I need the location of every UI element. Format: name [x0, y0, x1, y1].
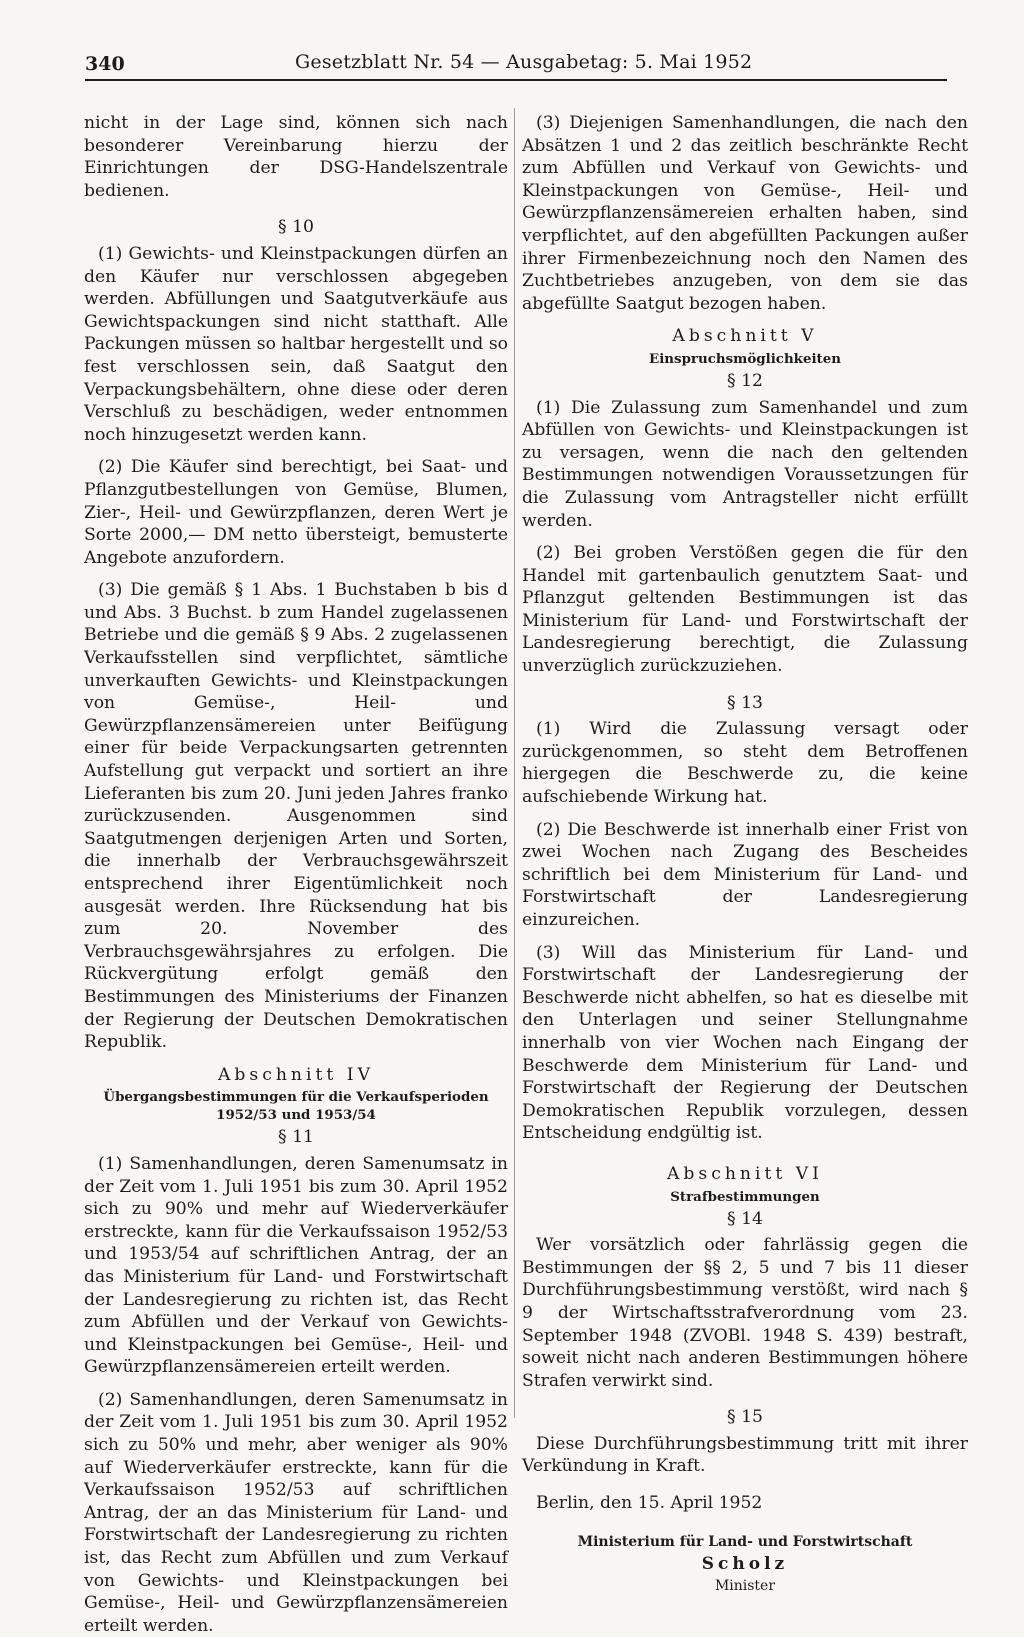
- abschnitt-5-subtitle: Einspruchsmöglichkeiten: [649, 350, 841, 367]
- page-header: [85, 47, 947, 81]
- paragraph-12-2: (2) Bei groben Verstößen gegen die für den Handel mit gartenbaulich genutztem Saat- und Pflanzgut geltenden Bestimmungen ist das Ministerium für Land- und Forstwirtschaft der Landesregierung berechtigt, die Zulassung unverzüglich zurückzuziehen.: [522, 543, 968, 677]
- column-divider: [514, 108, 515, 1418]
- paragraph-13-3: (3) Will das Ministerium für Land- und Forstwirtschaft der Landesregierung der Beschwerde nicht abhelfen, so hat es dieselbe mit den Unterlagen und seiner Stellungnahme innerhalb von vier Wochen nach Eingang der Beschwerde dem Ministerium für Land- und Forstwirtschaft der Regierung der Deutschen Demokratischen Republik vorzulegen, dessen Entscheidung endgültig ist.: [522, 942, 968, 1144]
- abschnitt-6-title: Abschnitt VI: [667, 1163, 823, 1184]
- paragraph-14: Wer vorsätzlich oder fahrlässig gegen die Bestimmungen der §§ 2, 5 und 7 bis 11 dieser Durchführungsbestimmung verstößt, wird nach § 9 der Wirtschaftsstrafverordnung vom 23. September 1948 (ZVOBl. 1948 S. 439) bestraft, soweit nicht nach anderen Bestimmungen höhere Strafen verwirkt sind.: [522, 1235, 968, 1391]
- section-14-heading: § 14: [727, 1208, 763, 1229]
- signature-role: Minister: [714, 1577, 776, 1594]
- paragraph-13-2: (2) Die Beschwerde ist innerhalb einer Frist von zwei Wochen nach Zugang des Bescheides schriftlich bei dem Ministerium für Land- und Forstwirtschaft der Landesregierung einzureichen.: [522, 819, 968, 930]
- paragraph-10-2: (2) Die Käufer sind berechtigt, bei Saat- und Pflanzgutbestellungen von Gemüse, Blumen, Zier-, Heil- und Gewürzpflanzen, deren Wert je Sorte 2000,— DM netto übersteigt, bemusterte Angebote anzufordern.: [84, 457, 508, 568]
- header-title: Gesetzblatt Nr. 54 — Ausgabetag: 5. Mai 1952: [295, 51, 753, 73]
- dateline: Berlin, den 15. April 1952: [536, 1493, 763, 1514]
- section-11-heading: § 11: [278, 1127, 314, 1148]
- section-15-heading: § 15: [727, 1407, 763, 1428]
- section-10-heading: § 10: [278, 217, 314, 238]
- paragraph-12-1: (1) Die Zulassung zum Samenhandel und zum Abfüllen von Gewichts- und Kleinstpackungen ist zu versagen, wenn die nach den geltenden Bestimmungen notwendigen Voraussetzungen für die Zulassung vom Antragsteller nicht erfüllt werden.: [522, 397, 968, 531]
- section-13-heading: § 13: [727, 692, 763, 713]
- abschnitt-4-subtitle: Übergangsbestimmungen für die Verkaufsperioden 1952/53 und 1953/54: [103, 1089, 489, 1124]
- left-column: [84, 112, 508, 1636]
- signature-name: Scholz: [701, 1553, 789, 1574]
- paragraph-11-2: (2) Samenhandlungen, deren Samenumsatz in der Zeit vom 1. Juli 1951 bis zum 30. April 1952 sich zu 50% und mehr, aber weniger als 90% auf Wiederverkäufer erstreckte, kann für die Verkaufssaison 1952/53 auf schriftlichen Antrag, der an das Ministerium für Land- und Forstwirtschaft der Landesregierung zu richten ist, das Recht zum Abfüllen und zum Verkauf von Gewichts- und Kleinstpackungen bei Gemüse-, Heil- und Gewürzpflanzensämereien erteilt werden.: [84, 1389, 508, 1636]
- abschnitt-4-title: Abschnitt IV: [218, 1064, 374, 1085]
- signature-organization: Ministerium für Land- und Forstwirtschaft: [577, 1533, 913, 1550]
- page-number: 340: [85, 53, 125, 75]
- paragraph-intro: nicht in der Lage sind, können sich nach besonderer Vereinbarung hierzu der Einrichtungen der DSG-Handelszentrale bedienen.: [84, 113, 508, 201]
- paragraph-10-1: (1) Gewichts- und Kleinstpackungen dürfen an den Käufer nur verschlossen abgegeben werden. Abfüllungen und Saatgutverkäufe aus Gewichtspackungen sind nicht statthaft. Alle Packungen müssen so haltbar hergestellt und so fest verschlossen sein, daß Saatgut den Verpackungsbehältern, ohne diese oder deren Verschluß zu beschädigen, weder entnommen noch hinzugesetzt werden kann.: [84, 243, 508, 445]
- abschnitt-5-title: Abschnitt V: [672, 326, 818, 347]
- paragraph-13-1: (1) Wird die Zulassung versagt oder zurückgenommen, so steht dem Betroffenen hiergegen die Beschwerde zu, die keine aufschiebende Wirkung hat.: [522, 719, 968, 808]
- abschnitt-6-subtitle: Strafbestimmungen: [670, 1188, 820, 1205]
- paragraph-10-3: (3) Die gemäß § 1 Abs. 1 Buchstaben b bis d und Abs. 3 Buchst. b zum Handel zugelassenen Betriebe und die gemäß § 9 Abs. 2 zugelassenen Verkaufsstellen sind verpflichtet, sämtliche unverkauften Gewichts- und Kleinstpackungen von Gemüse-, Heil- und Gewürzpflanzensämereien unter Beifügung einer für beide Verpackungsarten getrennten Aufstellung gut verpackt und sortiert an ihre Lieferanten bis zum 20. Juni jeden Jahres franko zurückzusenden. Ausgenommen sind Saatgutmengen derjenigen Arten und Sorten, die innerhalb der Verbrauchsgewährszeit entsprechend ihrer Eigentümlichkeit noch ausgesät werden. Ihre Rücksendung hat bis zum 20. November des Verbrauchsgewährsjahres zu erfolgen. Die Rückvergütung erfolgt gemäß den Bestimmungen des Ministeriums der Finanzen der Regierung der Deutschen Demokratischen Republik.: [84, 580, 508, 1053]
- paragraph-11-1: (1) Samenhandlungen, deren Samenumsatz in der Zeit vom 1. Juli 1951 bis zum 30. April 1952 sich zu 90% und mehr auf Wiederverkäufer erstreckte, kann für die Verkaufssaison 1952/53 und 1953/54 auf schriftlichen Antrag, der an das Ministerium für Land- und Forstwirtschaft der Landesregierung zu richten ist, das Recht zum Abfüllen und der Verkauf von Gewichts- und Kleinstpackungen bei Gemüse-, Heil- und Gewürzpflanzensämereien erteilt werden.: [84, 1153, 508, 1378]
- paragraph-15: Diese Durchführungsbestimmung tritt mit ihrer Verkündung in Kraft.: [522, 1433, 968, 1477]
- paragraph-11-3: (3) Diejenigen Samenhandlungen, die nach den Absätzen 1 und 2 das zeitlich beschränkte Recht zum Abfüllen und Verkauf von Gewichts- und Kleinstpackungen von Gemüse-, Heil- und Gewürzpflanzensämereien erhalten haben, sind verpflichtet, auf den abgefüllten Packungen außer ihrer Firmenbezeichnung noch den Namen des Zuchtbetriebes anzugeben, von dem sie das abgefüllte Saatgut bezogen haben.: [522, 113, 968, 314]
- section-12-heading: § 12: [727, 370, 763, 391]
- right-column: [522, 112, 968, 1594]
